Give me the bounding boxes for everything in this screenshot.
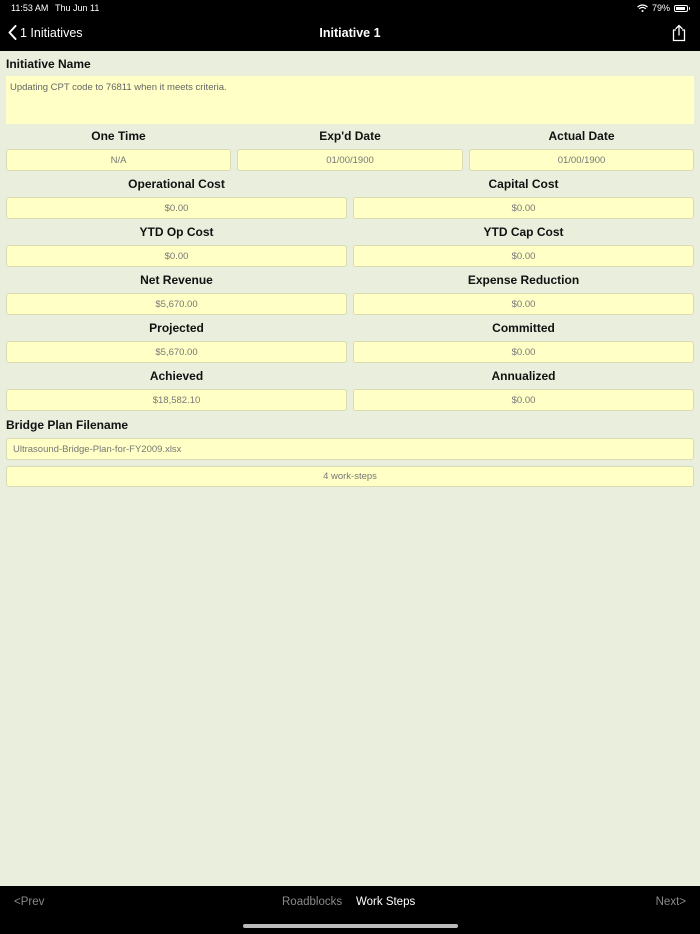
battery-percent: 79% [651,3,670,13]
ytd-cap-cost-field[interactable]: $0.00 [353,245,694,267]
operational-cost-label: Operational Cost [128,177,225,191]
annualized-field[interactable]: $0.00 [353,389,694,411]
bottom-toolbar [0,886,700,934]
committed-label: Committed [492,321,555,335]
status-bar [0,0,700,16]
net-revenue-label: Net Revenue [140,273,213,287]
ytd-cap-cost-label: YTD Cap Cost [483,225,564,239]
bridge-plan-label: Bridge Plan Filename [6,418,129,432]
expd-date-field[interactable]: 01/00/1900 [237,149,463,171]
projected-field[interactable]: $5,670.00 [6,341,347,363]
initiative-name-field[interactable]: Updating CPT code to 76811 when it meets criteria. [6,76,694,124]
work-steps-button[interactable]: 4 work-steps [6,466,694,487]
expd-date-label: Exp'd Date [319,129,381,143]
navigation-bar [0,16,700,51]
work-steps-tab-button[interactable]: Work Steps [356,896,416,908]
page-title: Initiative 1 [319,26,381,40]
status-right [637,3,688,13]
back-button-label: 1 Initiatives [20,25,83,40]
prev-button[interactable]: <Prev [14,896,45,908]
operational-cost-field[interactable]: $0.00 [6,197,347,219]
expense-reduction-label: Expense Reduction [467,273,580,287]
share-button[interactable] [672,24,686,47]
bridge-plan-filename-field[interactable]: Ultrasound-Bridge-Plan-for-FY2009.xlsx [6,438,694,460]
home-indicator[interactable] [243,924,458,928]
expense-reduction-field[interactable]: $0.00 [353,293,694,315]
actual-date-label: Actual Date [548,129,615,143]
achieved-field[interactable]: $18,582.10 [6,389,347,411]
share-icon [672,24,686,42]
actual-date-field[interactable]: 01/00/1900 [469,149,694,171]
initiative-name-label: Initiative Name [6,57,91,71]
ytd-op-cost-label: YTD Op Cost [139,225,214,239]
capital-cost-field[interactable]: $0.00 [353,197,694,219]
one-time-label: One Time [91,129,146,143]
projected-label: Projected [149,321,204,335]
battery-icon [674,5,688,12]
roadblocks-button[interactable]: Roadblocks [282,896,343,908]
committed-field[interactable]: $0.00 [353,341,694,363]
status-time: 11:53 AM [11,3,49,13]
next-button[interactable]: Next> [655,896,686,908]
capital-cost-label: Capital Cost [488,177,559,191]
wifi-icon [637,4,648,12]
annualized-label: Annualized [491,369,556,383]
one-time-field[interactable]: N/A [6,149,231,171]
achieved-label: Achieved [149,369,204,383]
net-revenue-field[interactable]: $5,670.00 [6,293,347,315]
status-date: Thu Jun 11 [55,3,100,13]
ytd-op-cost-field[interactable]: $0.00 [6,245,347,267]
